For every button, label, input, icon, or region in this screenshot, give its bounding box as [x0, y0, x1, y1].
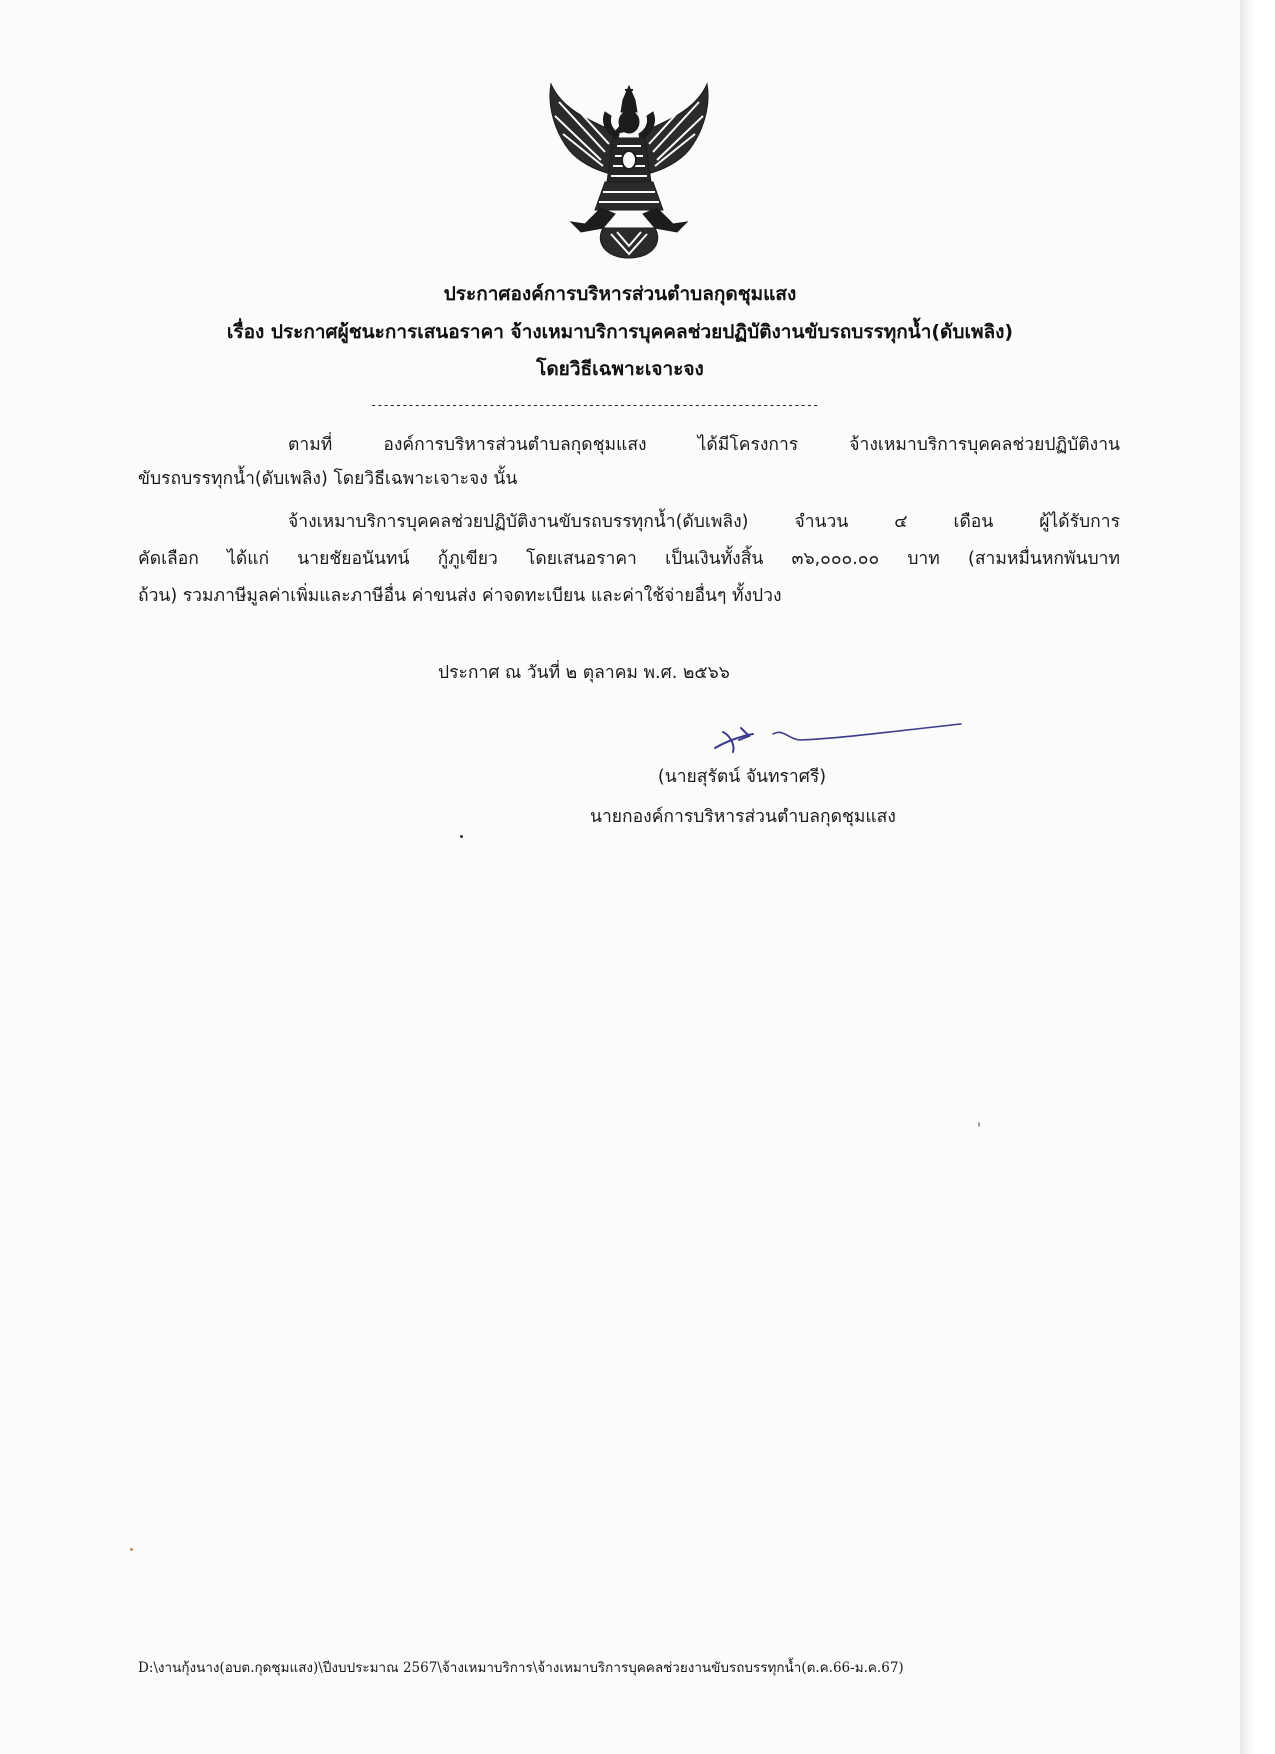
scan-speck: [460, 835, 463, 838]
signatory-position: นายกองค์การบริหารส่วนตำบลกุดชุมแสง: [590, 807, 896, 827]
announcement-title: ประกาศองค์การบริหารส่วนตำบลกุดชุมแสง: [443, 283, 797, 305]
handwritten-signature: [705, 718, 965, 760]
scan-speck: [130, 1548, 133, 1551]
scan-speck: [978, 1122, 980, 1127]
paragraph-2-line-1: จ้างเหมาบริการบุคคลช่วยปฏิบัติงานขับรถบรรทุกน้ำ(ดับเพลิง) จำนวน ๔ เดือน ผู้ได้รับการ: [288, 512, 1120, 532]
announcement-subject: เรื่อง ประกาศผู้ชนะการเสนอราคา จ้างเหมาบริการบุคคลช่วยปฏิบัติงานขับรถบรรทุกน้ำ(ดับเพลิง): [226, 321, 1014, 343]
page-edge: [1240, 0, 1275, 1754]
procurement-method: โดยวิธีเฉพาะเจาะจง: [536, 358, 704, 380]
file-path-footer: D:\งานกุ้งนาง(อบต.กุดชุมแสง)\ปีงบประมาณ 2567\จ้างเหมาบริการ\จ้างเหมาบริการบุคคลช่วยงานขับรถบรรทุกน้ำ(ต.ค.66-ม.ค.67): [138, 1660, 904, 1676]
paragraph-1-line-1: ตามที่ องค์การบริหารส่วนตำบลกุดชุมแสง ได้มีโครงการ จ้างเหมาบริการบุคคลช่วยปฏิบัติงาน: [288, 435, 1120, 455]
paragraph-2-line-2: คัดเลือก ได้แก่ นายชัยอนันทน์ กู้ภูเขียว โดยเสนอราคา เป็นเงินทั้งสิ้น ๓๖,๐๐๐.๐๐ บาท (สามหมื่นหกพันบาท: [138, 549, 1120, 569]
announcement-date: ประกาศ ณ วันที่ ๒ ตุลาคม พ.ศ. ๒๕๖๖: [438, 663, 730, 683]
divider-line: ------------------------------------------------------------------------: [370, 398, 819, 412]
paragraph-2-line-3: ถ้วน) รวมภาษีมูลค่าเพิ่มและภาษีอื่น ค่าขนส่ง ค่าจดทะเบียน และค่าใช้จ่ายอื่นๆ ทั้งปวง: [138, 586, 782, 606]
garuda-emblem: [545, 82, 713, 260]
signatory-name: (นายสุรัตน์ จันทราศรี): [657, 767, 827, 787]
paragraph-1-line-2: ขับรถบรรทุกน้ำ(ดับเพลิง) โดยวิธีเฉพาะเจาะจง นั้น: [138, 469, 518, 489]
